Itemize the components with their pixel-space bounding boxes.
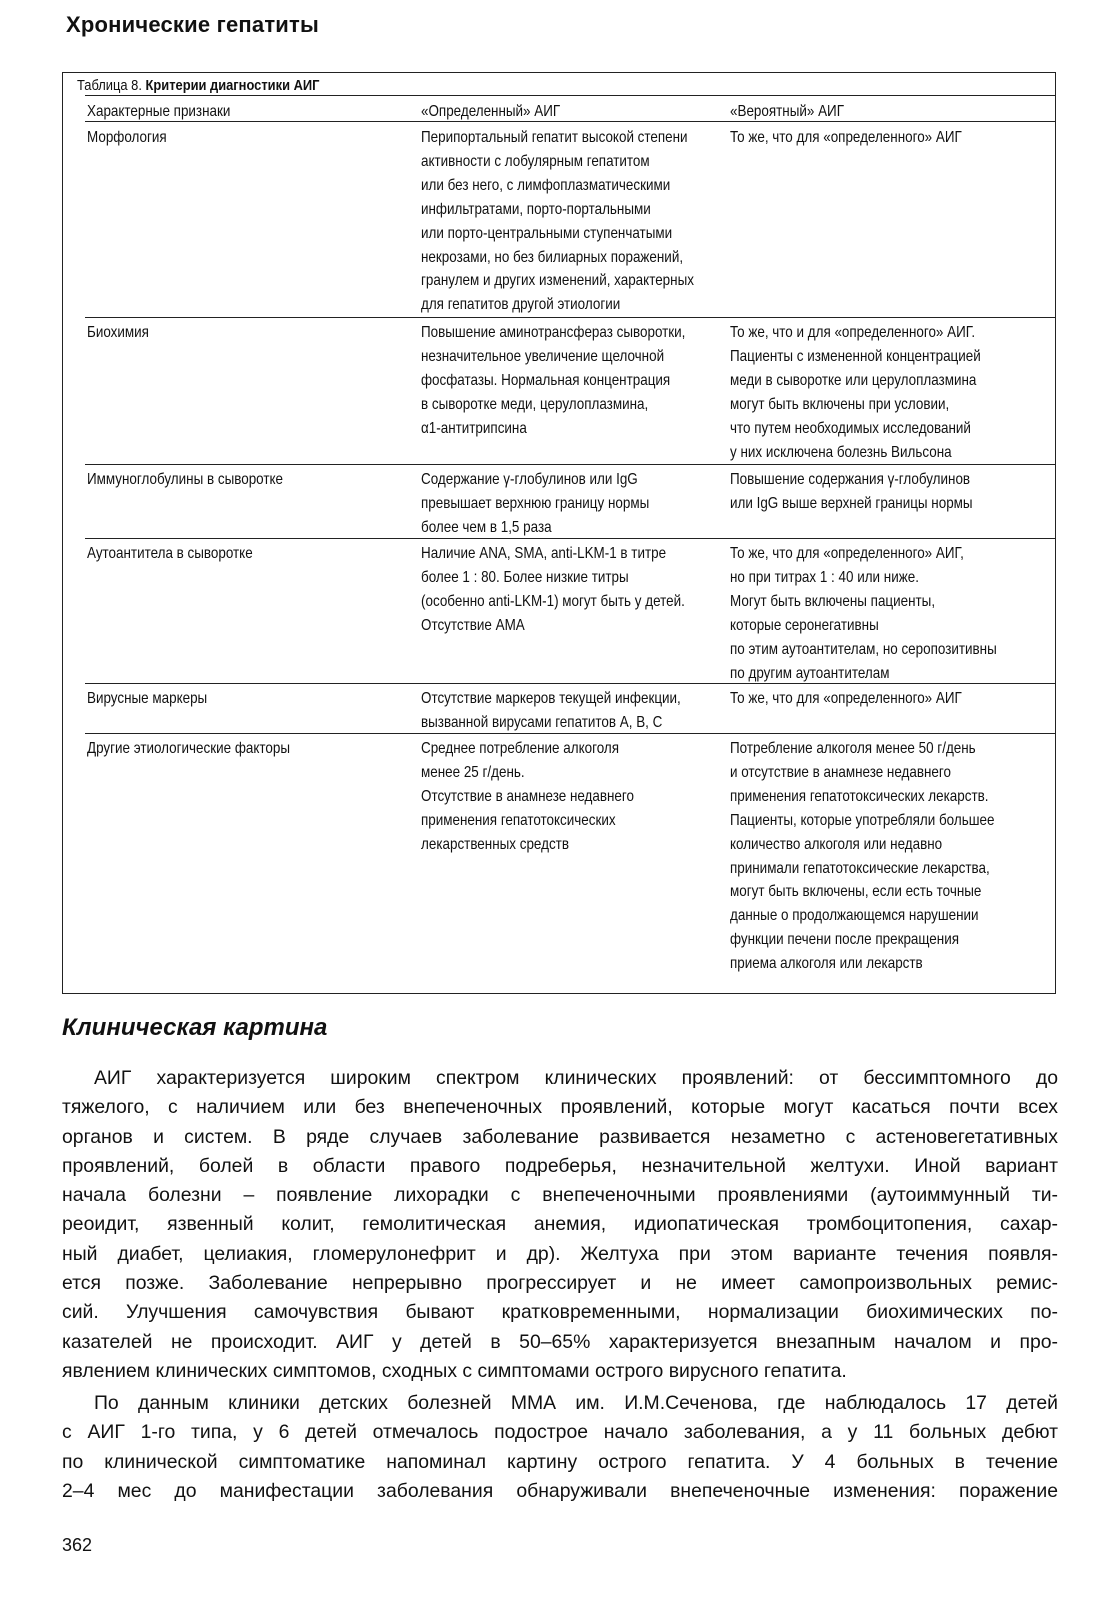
table-row-biochemistry-feature: Биохимия xyxy=(87,324,149,341)
table-row-autoantibodies-probable: То же, что для «определенного» АИГ, но при титрах 1 : 40 или ниже. Могут быть включены пациенты, которые серонегативны по этим аутоантителам, но серопозитивны по другим аутоантителам xyxy=(730,545,997,682)
table-row-divider xyxy=(85,317,1055,318)
table-row-biochemistry-definite: Повышение аминотрансфераз сыворотки, незначительное увеличение щелочной фосфатазы. Нормальная концентрация в сыворотке меди, церулоплазмина, α1-антитрипсина xyxy=(421,324,686,437)
table-row-viral-markers-feature: Вирусные маркеры xyxy=(87,690,208,707)
table-header-bottom-rule xyxy=(85,121,1055,122)
table-caption xyxy=(77,77,319,94)
table-row-immunoglobulins-definite: Содержание γ-глобулинов или IgG превышает верхнюю границу нормы более чем в 1,5 раза xyxy=(421,471,650,536)
running-head: Хронические гепатиты xyxy=(66,12,319,37)
table-caption-prefix: Таблица 8. xyxy=(77,77,142,94)
table-caption-title: Критерии диагностики АИГ xyxy=(145,77,320,94)
table-header-top-rule xyxy=(85,95,1055,96)
table-row-autoantibodies-definite: Наличие ANA, SMA, anti-LKM-1 в титре более 1 : 80. Более низкие титры (особенно anti-LKM-1) могут быть у детей. Отсутствие AMA xyxy=(421,545,685,634)
table-row-viral-markers-definite: Отсутствие маркеров текущей инфекции, вызванной вирусами гепатитов А, В, С xyxy=(421,690,681,731)
table-row-other-factors-probable: Потребление алкоголя менее 50 г/день и отсутствие в анамнезе недавнего применения гепатотоксических лекарств. Пациенты, которые употребляли большее количество алкоголя или недавно принимали гепатотоксические лекарства, могут быть включены, если есть точные данные о продолжающемся нарушении функции печени после прекращения приема алкоголя или лекарств xyxy=(730,740,995,973)
table-row-immunoglobulins-probable: Повышение содержания γ-глобулинов или IgG выше верхней границы нормы xyxy=(730,471,973,512)
table-header-feature: Характерные признаки xyxy=(87,103,231,120)
table-header-probable: «Вероятный» АИГ xyxy=(730,103,845,120)
table-header-definite: «Определенный» АИГ xyxy=(421,103,561,120)
table-row-viral-markers-probable: То же, что для «определенного» АИГ xyxy=(730,690,962,707)
table-row-other-factors-definite: Среднее потребление алкоголя менее 25 г/день. Отсутствие в анамнезе недавнего применения гепатотоксических лекарственных средств xyxy=(421,740,634,853)
table-row-other-factors-feature: Другие этиологические факторы xyxy=(87,740,291,757)
table-row-divider xyxy=(85,733,1055,734)
table-row-morphology-definite: Перипортальный гепатит высокой степени активности с лобулярным гепатитом или без него, с лимфоплазматическими инфильтратами, порто-портальными или порто-центральными ступенчатыми некрозами, но без билиарных поражений, гранулем и других изменений, характерных для гепатитов другой этиологии xyxy=(421,129,694,314)
section-title: Клиническая картина xyxy=(62,1014,328,1041)
paragraph: АИГ характеризуется широким спектром клинических проявлений: от бессимптомного до тяжелого, с наличием или без внепеченочных проявлений, которые могут касаться почти всех органов и систем. В ряде случаев заболевание развивается незаметно с астеновегетативных проявлений, болей в области правого подреберья, незначительной желтухи. Иной вариант начала болезни – появление лихорадки с внепеченочными проявлениями (аутоиммунный ти- реоидит, язвенный колит, гемолитическая анемия, идиопатическая тромбоцитопения, сахар- ный диабет, целиакия, гломерулонефрит и др). Желтуха при этом варианте течения появля- ется позже. Заболевание непрерывно прогрессирует и не имеет самопроизвольных ремис- сий. Улучшения самочувствия бывают кратковременными, нормализации биохимических по- казателей не происходит. АИГ у детей в 50–65% характеризуется внезапным началом и про- явлением клинических симптомов, сходных с симптомами острого вирусного гепатита. xyxy=(62,1067,1058,1382)
table-row-divider xyxy=(85,538,1055,539)
criteria-table xyxy=(62,72,1056,994)
table-row-morphology-feature: Морфология xyxy=(87,129,167,146)
table-row-divider xyxy=(85,683,1055,684)
table-row-divider xyxy=(85,464,1055,465)
table-row-biochemistry-probable: То же, что и для «определенного» АИГ. Пациенты с измененной концентрацией меди в сыворотке или церулоплазмина могут быть включены при условии, что путем необходимых исследований у них исключена болезнь Вильсона xyxy=(730,324,981,461)
paragraph: По данным клиники детских болезней ММА им. И.М.Сеченова, где наблюдалось 17 детей с АИГ 1-го типа, у 6 детей отмечалось подострое начало заболевания, а у 11 больных дебют по клинической симптоматике напоминал картину острого гепатита. У 4 больных в течение 2–4 мес до манифестации заболевания обнаруживали внепеченочные изменения: поражение xyxy=(62,1392,1058,1502)
table-row-immunoglobulins-feature: Иммуноглобулины в сыворотке xyxy=(87,471,284,488)
page-number: 362 xyxy=(62,1535,93,1555)
table-row-morphology-probable: То же, что для «определенного» АИГ xyxy=(730,129,962,146)
table-row-autoantibodies-feature: Аутоантитела в сыворотке xyxy=(87,545,253,562)
